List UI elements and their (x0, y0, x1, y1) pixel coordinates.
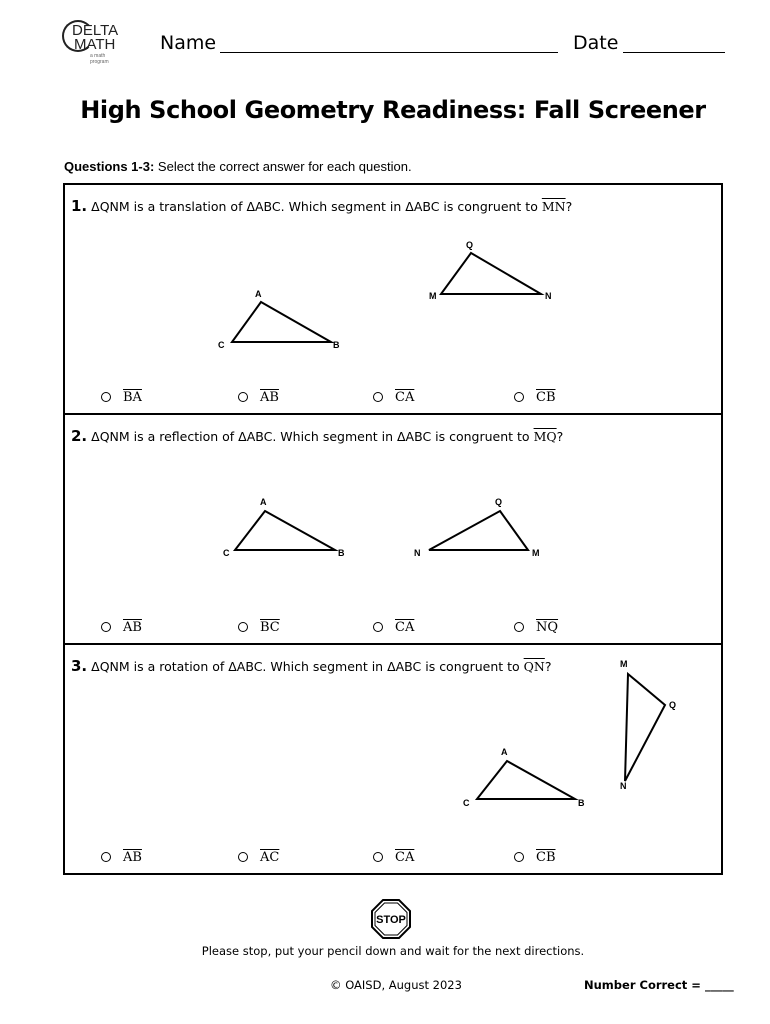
vertex-label: Q (495, 497, 503, 507)
answer-choice[interactable] (238, 850, 279, 865)
triangle-abc (232, 302, 331, 342)
date-field[interactable] (623, 52, 725, 53)
choice-label: $\overline{AC}$ (260, 850, 280, 865)
choice-label: $\overline{CA}$ (395, 850, 415, 865)
page-title: High School Geometry Readiness: Fall Screener (80, 96, 706, 124)
triangle-abc (477, 761, 575, 799)
answer-choice[interactable] (373, 850, 414, 865)
answer-choice[interactable] (101, 620, 142, 635)
choice-label: $\overline{CB}$ (536, 390, 556, 405)
vertex-label: A (255, 289, 262, 299)
question-1-box (63, 183, 723, 415)
triangle-qnm (625, 674, 665, 781)
triangle-qnm (429, 511, 528, 550)
stop-sign-text: STOP (376, 914, 406, 926)
answer-choice[interactable] (101, 390, 142, 405)
instructions-label: Questions 1-3: (64, 159, 155, 174)
vertex-label: M (429, 291, 437, 301)
vertex-label: N (545, 291, 552, 301)
choice-label: $\overline{BC}$ (260, 620, 280, 635)
answer-choice[interactable] (101, 850, 142, 865)
logo-tagline: a math program (90, 53, 109, 65)
radio-bubble-icon[interactable] (101, 392, 111, 402)
question-segment: $\overline{QN}$ (523, 659, 545, 674)
question-number: 2. (71, 427, 88, 445)
choice-label: $\overline{CA}$ (395, 620, 415, 635)
date-label: Date (573, 32, 619, 54)
choice-label: $\overline{CA}$ (395, 390, 415, 405)
question-3-box (63, 643, 723, 875)
question-2-box (63, 413, 723, 645)
answer-choice[interactable] (238, 620, 280, 635)
question-number: 3. (71, 657, 88, 675)
vertex-label: B (578, 798, 585, 808)
instructions-text: Select the correct answer for each question. (157, 159, 412, 174)
vertex-label: N (620, 781, 627, 791)
vertex-label: C (463, 798, 470, 808)
choice-label: $\overline{NQ}$ (536, 620, 559, 635)
radio-bubble-icon[interactable] (373, 852, 383, 862)
vertex-label: M (532, 548, 540, 558)
name-field[interactable] (220, 52, 558, 53)
radio-bubble-icon[interactable] (373, 392, 383, 402)
choice-label: $\overline{BA}$ (123, 390, 142, 405)
logo-line-2: MATH (74, 36, 116, 53)
answer-choice[interactable] (373, 390, 414, 405)
copyright: © OAISD, August 2023 (330, 978, 462, 992)
vertex-label: N (414, 548, 421, 558)
radio-bubble-icon[interactable] (238, 392, 248, 402)
stop-sign-icon (370, 898, 412, 940)
question-1-figure (65, 185, 721, 413)
vertex-label: A (501, 747, 508, 757)
answer-choice[interactable] (514, 390, 556, 405)
vertex-label: C (218, 340, 225, 350)
radio-bubble-icon[interactable] (101, 852, 111, 862)
vertex-label: C (223, 548, 230, 558)
question-prompt: ΔQNM is a rotation of ΔABC. Which segment in ΔABC is congruent to (91, 659, 524, 674)
question-suffix: ? (544, 659, 552, 674)
question-2-figure (65, 415, 721, 643)
choice-label: $\overline{CB}$ (536, 850, 556, 865)
question-3-figure (65, 645, 721, 873)
radio-bubble-icon[interactable] (514, 622, 524, 632)
delta-math-logo (62, 20, 124, 65)
radio-bubble-icon[interactable] (238, 852, 248, 862)
instructions (64, 159, 412, 174)
triangle-abc (235, 511, 335, 550)
question-prompt: ΔQNM is a translation of ΔABC. Which segment in ΔABC is congruent to (91, 199, 542, 214)
radio-bubble-icon[interactable] (514, 852, 524, 862)
vertex-label: Q (669, 700, 677, 710)
name-label: Name (160, 32, 217, 54)
number-correct-field[interactable]: Number Correct = _____ (584, 978, 734, 992)
answer-choice[interactable] (238, 390, 279, 405)
question-suffix: ? (565, 199, 573, 214)
vertex-label: M (620, 659, 628, 669)
stop-message: Please stop, put your pencil down and wait for the next directions. (201, 944, 585, 958)
logo-line-1: DELTA (72, 22, 119, 39)
question-segment: $\overline{MQ}$ (533, 429, 557, 444)
radio-bubble-icon[interactable] (238, 622, 248, 632)
vertex-label: B (338, 548, 345, 558)
answer-choice[interactable] (373, 620, 414, 635)
choice-label: $\overline{AB}$ (123, 620, 142, 635)
question-segment: $\overline{MN}$ (541, 199, 566, 214)
question-prompt: ΔQNM is a reflection of ΔABC. Which segment in ΔABC is congruent to (91, 429, 534, 444)
answer-choice[interactable] (514, 850, 556, 865)
answer-choice[interactable] (514, 620, 558, 635)
choice-label: $\overline{AB}$ (260, 390, 279, 405)
question-number: 1. (71, 197, 88, 215)
question-suffix: ? (556, 429, 564, 444)
radio-bubble-icon[interactable] (373, 622, 383, 632)
vertex-label: A (260, 497, 267, 507)
vertex-label: B (333, 340, 340, 350)
vertex-label: Q (466, 240, 474, 250)
radio-bubble-icon[interactable] (101, 622, 111, 632)
triangle-qnm (441, 253, 541, 294)
radio-bubble-icon[interactable] (514, 392, 524, 402)
choice-label: $\overline{AB}$ (123, 850, 142, 865)
